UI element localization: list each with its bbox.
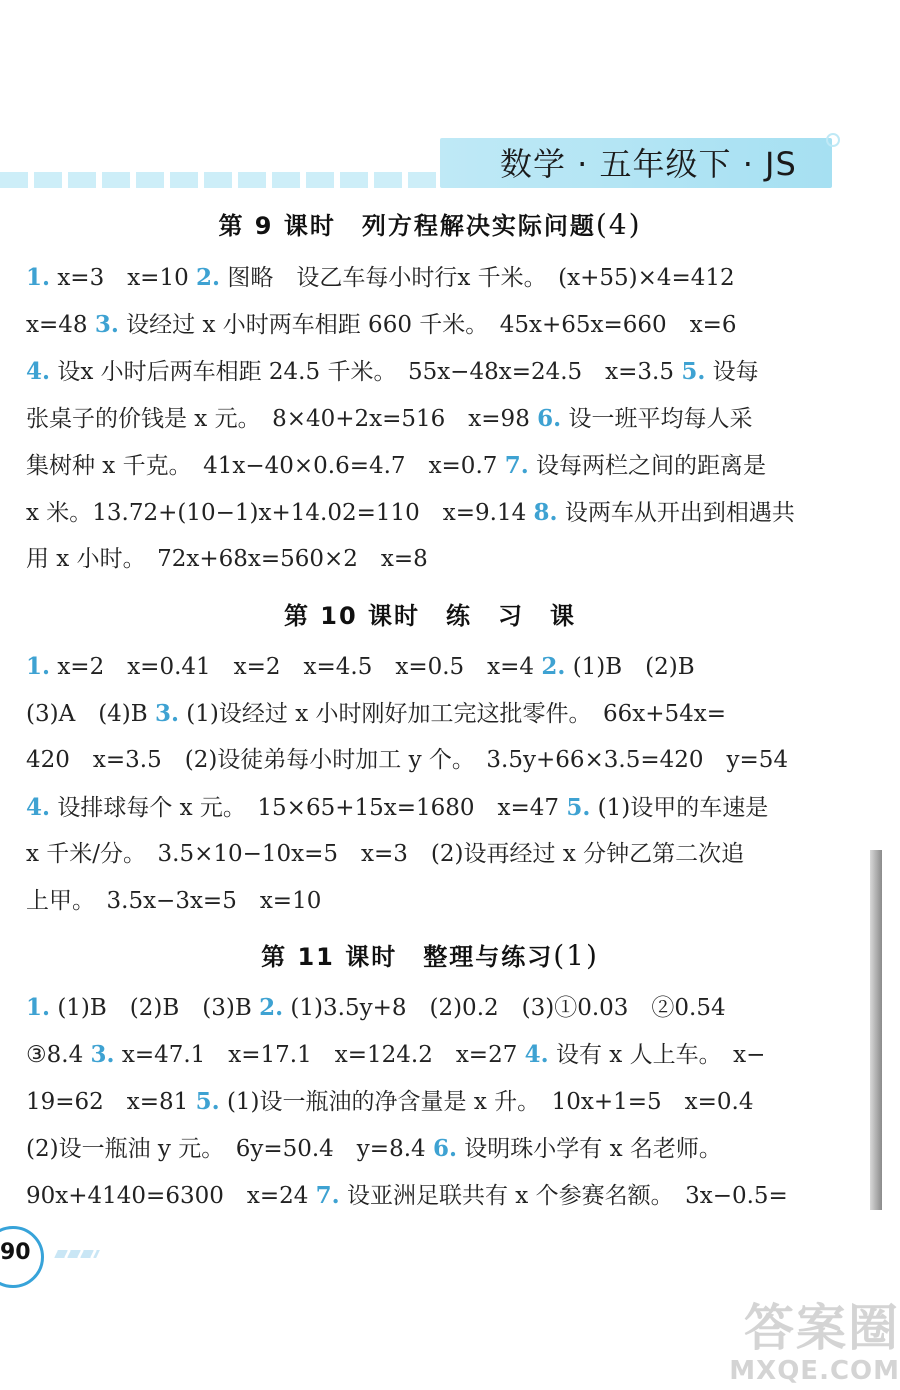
answer-line <box>26 1078 846 1125</box>
question-number: 5. <box>566 794 591 821</box>
answer-text: x=48 <box>26 312 95 338</box>
answer-text: (1)B (2)B (3)B <box>50 995 260 1021</box>
answer-line <box>26 442 846 489</box>
answer-text: (1)设一瓶油的净含量是 x 升。 10x+1=5 x=0.4 <box>219 1089 754 1115</box>
answer-line <box>26 489 846 536</box>
answer-line <box>26 1172 846 1219</box>
answer-line <box>26 831 846 878</box>
watermark <box>700 1300 900 1390</box>
answer-line <box>26 1031 846 1078</box>
answer-text: (3)A (4)B <box>26 701 155 727</box>
question-number: 2. <box>196 264 221 291</box>
answer-text: 设明珠小学有 x 名老师。 <box>456 1136 722 1162</box>
question-number: 3. <box>94 311 119 338</box>
answer-text: 设排球每个 x 元。 15×65+15x=1680 x=47 <box>50 795 567 821</box>
answer-text: x=2 x=0.41 x=2 x=4.5 x=0.5 x=4 <box>50 654 542 680</box>
answer-line <box>26 395 846 442</box>
answer-text: 用 x 小时。 72x+68x=560×2 x=8 <box>26 546 428 572</box>
answer-text: 设经过 x 小时两车相距 660 千米。 45x+65x=660 x=6 <box>118 312 737 338</box>
answer-line <box>26 690 846 737</box>
answer-text: 设有 x 人上车。 x− <box>548 1042 766 1068</box>
question-number: 7. <box>504 452 529 479</box>
page-number: 90 <box>0 1240 31 1265</box>
question-number: 4. <box>26 794 51 821</box>
answer-text: 上甲。 3.5x−3x=5 x=10 <box>26 888 322 914</box>
answer-text: (1)设甲的车速是 <box>590 795 769 821</box>
answer-line <box>26 984 846 1031</box>
question-number: 1. <box>26 994 51 1021</box>
answer-text: ③8.4 <box>26 1042 91 1068</box>
answer-line <box>26 878 846 925</box>
section-title <box>0 596 860 631</box>
answer-text: 设x 小时后两车相距 24.5 千米。 55x−48x=24.5 x=3.5 <box>50 359 682 385</box>
watermark-logo: 答案圈 <box>744 1299 900 1357</box>
question-number: 8. <box>533 499 558 526</box>
book-title: 数学 · 五年级下 · JS <box>500 145 797 183</box>
question-number: 2. <box>541 653 566 680</box>
question-number: 4. <box>524 1041 549 1068</box>
answer-text: 19=62 x=81 <box>26 1089 196 1115</box>
section-title-number: (1) <box>553 939 599 972</box>
answer-text: 90x+4140=6300 x=24 <box>26 1183 316 1209</box>
question-number: 1. <box>26 264 51 291</box>
answer-line <box>26 737 846 784</box>
answer-text: x=47.1 x=17.1 x=124.2 x=27 <box>114 1042 525 1068</box>
question-number: 1. <box>26 653 51 680</box>
answer-text: 设亚洲足联共有 x 个参赛名额。 3x−0.5= <box>339 1183 788 1209</box>
answer-text: x=3 x=10 <box>50 265 197 291</box>
book-spine-shadow <box>870 850 882 1210</box>
page-number-decoration <box>54 1250 100 1258</box>
answer-line <box>26 254 846 301</box>
answer-line <box>26 643 846 690</box>
answer-text: 设每两栏之间的距离是 <box>528 453 767 479</box>
answer-text: 图略 设乙车每小时行x 千米。 (x+55)×4=412 <box>220 265 735 291</box>
answer-line <box>26 301 846 348</box>
answer-line <box>26 1125 846 1172</box>
answer-text: 设每 <box>705 359 759 385</box>
answer-line <box>26 784 846 831</box>
question-number: 5. <box>681 358 706 385</box>
answer-text: x 米。13.72+(10−1)x+14.02=110 x=9.14 <box>26 500 534 526</box>
answer-line <box>26 348 846 395</box>
question-number: 4. <box>26 358 51 385</box>
answer-text: (1)设经过 x 小时刚好加工完这批零件。 66x+54x= <box>179 701 727 727</box>
answer-text: 集树种 x 千克。 41x−40×0.6=4.7 x=0.7 <box>26 453 505 479</box>
section-title-number: (4) <box>595 208 642 241</box>
question-number: 2. <box>259 994 284 1021</box>
header-decoration-band <box>0 172 470 188</box>
answer-text: 设两车从开出到相遇共 <box>557 500 795 526</box>
section-title-text: 第 9 课时 列方程解决实际问题 <box>218 212 596 240</box>
answer-text: 张桌子的价钱是 x 元。 8×40+2x=516 x=98 <box>26 406 538 432</box>
section-title <box>0 206 860 241</box>
answer-text: 420 x=3.5 (2)设徒弟每小时加工 y 个。 3.5y+66×3.5=420 y=54 <box>26 747 789 773</box>
header-decoration-dot <box>826 133 840 147</box>
question-number: 3. <box>90 1041 115 1068</box>
question-number: 3. <box>154 700 179 727</box>
question-number: 5. <box>195 1088 220 1115</box>
question-number: 6. <box>537 405 562 432</box>
section-title <box>0 937 860 972</box>
watermark-url: MXQE.COM <box>729 1356 900 1386</box>
answer-text: (1)B (2)B <box>565 654 695 680</box>
answer-text: (2)设一瓶油 y 元。 6y=50.4 y=8.4 <box>26 1136 433 1162</box>
section-title-text: 第 11 课时 整理与练习 <box>261 943 554 971</box>
question-number: 7. <box>315 1182 340 1209</box>
section-title-text: 第 10 课时 练 习 课 <box>283 602 577 630</box>
answer-text: 设一班平均每人采 <box>561 406 753 432</box>
answer-line <box>26 536 846 583</box>
question-number: 6. <box>432 1135 457 1162</box>
answer-text: (1)3.5y+8 (2)0.2 (3)①0.03 ②0.54 <box>283 995 726 1021</box>
answer-text: x 千米/分。 3.5×10−10x=5 x=3 (2)设再经过 x 分钟乙第二次追 <box>26 841 745 867</box>
